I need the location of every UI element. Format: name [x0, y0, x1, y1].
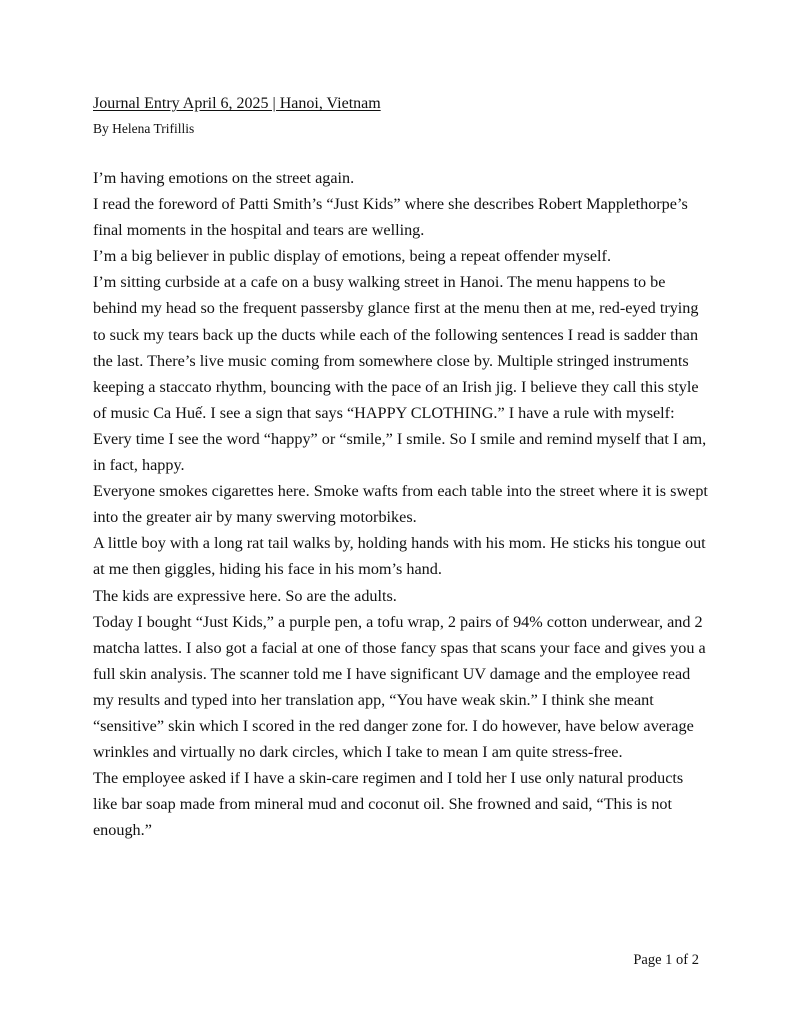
- body-paragraph: A little boy with a long rat tail walks by, holding hands with his mom. He sticks his tongue out at me then giggles, hiding his face in his mom’s hand.: [93, 534, 706, 579]
- body-paragraph: The kids are expressive here. So are the adults.: [93, 586, 397, 605]
- body-paragraph: I’m sitting curbside at a cafe on a busy walking street in Hanoi. The menu happens to be behind my head so the frequent passersby glance first at the menu then at me, red-eyed trying to suck my tears back up the ducts while each of the following sentences I read is sadder than the last. There’s live music coming from somewhere close by. Multiple stringed instruments keeping a staccato rhythm, bouncing with the pace of an Irish jig. I believe they call this style of music Ca Huế. I see a sign that says “HAPPY CLOTHING.” I have a rule with myself: Every time I see the word “happy” or “smile,” I smile. So I smile and remind myself that I am, in fact, happy.: [93, 273, 707, 475]
- body-paragraph: I’m having emotions on the street again.: [93, 169, 355, 187]
- body-paragraph: Today I bought “Just Kids,” a purple pen, a tofu wrap, 2 pairs of 94% cotton underwear, and 2 matcha lattes. I also got a facial at one of those fancy spas that scans your face and gives you a full skin analysis. The scanner told me I have significant UV damage and the employee read my results and typed into her translation app, “You have weak skin.” I think she meant “sensitive” skin which I scored in the red danger zone for. I do however, have below average wrinkles and virtually no dark circles, which I take to mean I am quite stress-free.: [93, 612, 706, 762]
- body-paragraph: I read the foreword of Patti Smith’s “Just Kids” where she describes Robert Mapplethorpe’s final moments in the hospital and tears are welling.: [93, 195, 688, 240]
- author-byline: By Helena Trifillis: [93, 121, 195, 136]
- body-paragraph: Everyone smokes cigarettes here. Smoke wafts from each table into the street where it is swept into the greater air by many swerving motorbikes.: [93, 482, 708, 527]
- body-paragraph: The employee asked if I have a skin-care regimen and I told her I use only natural products like bar soap made from mineral mud and coconut oil. She frowned and said, “This is not enough.”: [93, 769, 684, 840]
- journal-entry-title: Journal Entry April 6, 2025 | Hanoi, Vietnam: [93, 95, 381, 112]
- page-number: Page 1 of 2: [633, 952, 699, 968]
- journal-body: [93, 165, 708, 843]
- body-paragraph: I’m a big believer in public display of emotions, being a repeat offender myself.: [93, 247, 611, 266]
